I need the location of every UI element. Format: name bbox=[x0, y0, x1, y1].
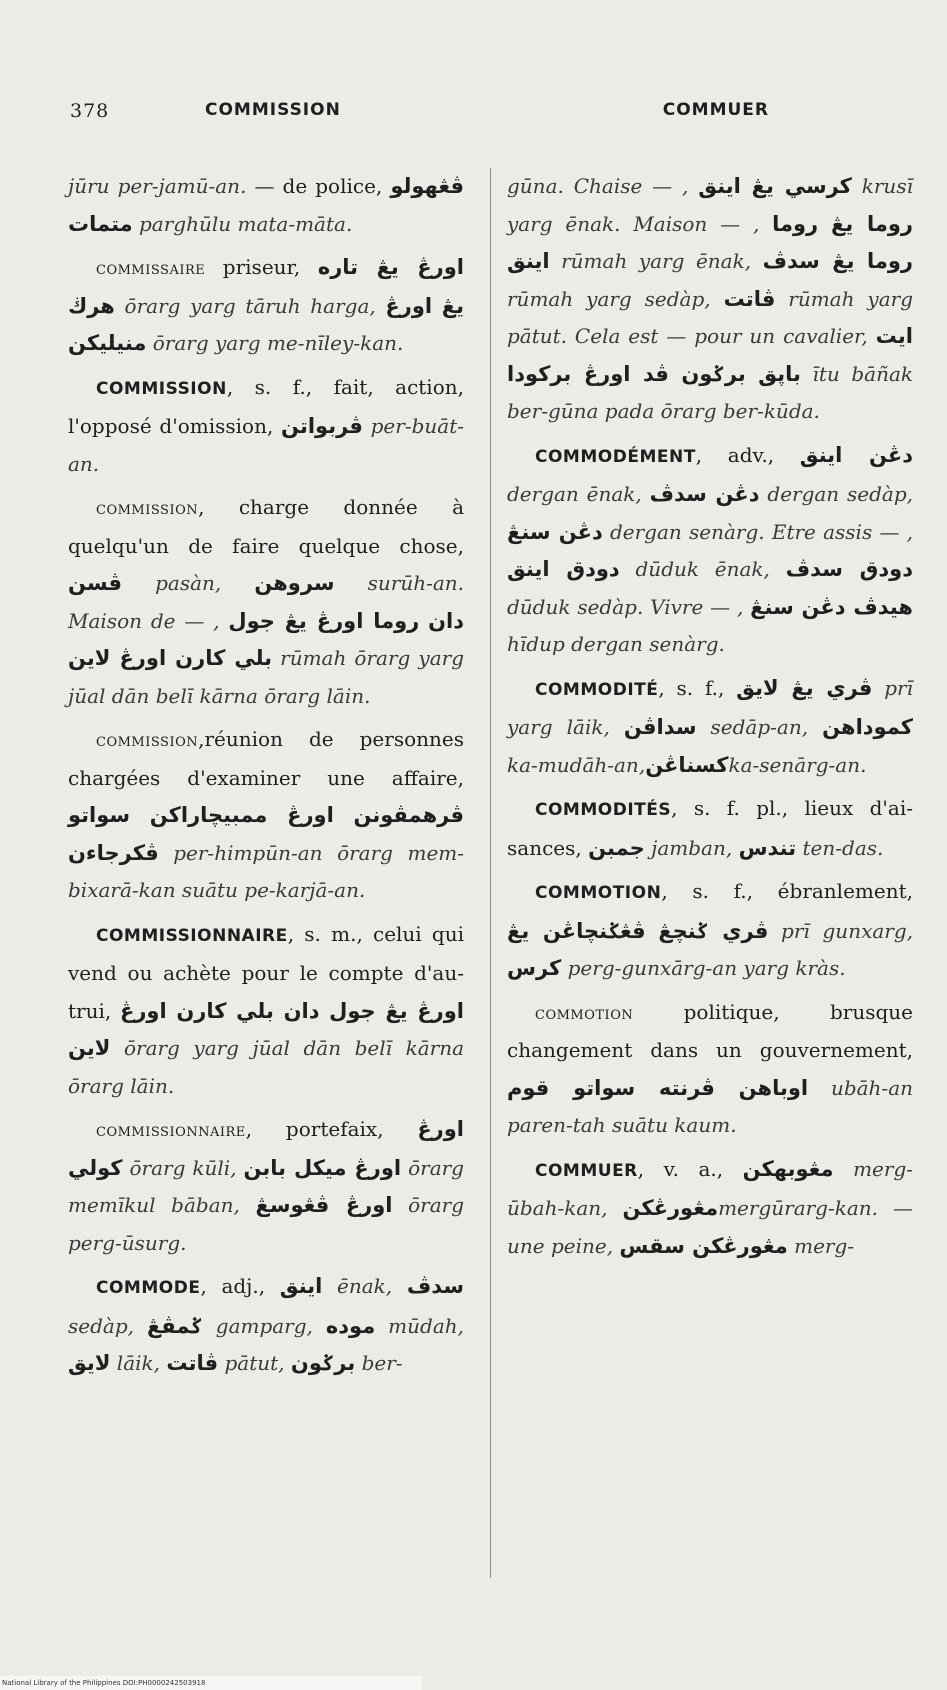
library-footer: National Library of the Philippines DOI:PH0000242503918 bbox=[0, 1676, 422, 1690]
header-left-title: COMMISSION bbox=[205, 100, 341, 120]
left-column bbox=[68, 168, 464, 1389]
entry-commodite: COMMODITÉ, s. f., ڤري يڠ لايق prī yarg lāik, سداڤن sedāp-an, كموداهن ka-mudāh-an,كسناڠنka-senārg-an. bbox=[507, 675, 914, 777]
entry-commissionnaire-portefaix: commissionnaire, portefaix, اورڠ كولي ōrarg kūli, اورڠ ميكل بابن ōrarg memīkul bāban, اورڠ ڤڠوسڠ ōrarg perg-ūsurg. bbox=[68, 1117, 465, 1255]
header-right-title: COMMUER bbox=[662, 100, 769, 120]
entry-commissaire-priseur: commissaire priseur, اورڠ يڠ تاره هرڬ ōrarg yarg tāruh harga, اورڠ يڠ منيليكن ōrarg yarg me-nīley-kan. bbox=[68, 255, 464, 355]
entry-continuation: jūru per-jamū-an. — de police, ڤڠهولو متمات parghūlu mata-māta. bbox=[68, 174, 464, 236]
column-divider bbox=[490, 168, 491, 1578]
entry-commode-continuation: gūna. Chaise — , كرسي يڠ اينق krusī yarg ēnak. Maison — , روما روما يڠ اينق rūmah yarg ēnak, روما يڠ سدڤ rūmah yarg sedàp, ڤاتت rūmah yarg pātut. Cela est — pour un cavalier, ايت باڽق برݢون ڤد اورڠ بركودا ītu bāñak ber-gūna pada ōrarg ber-kūda. bbox=[507, 174, 914, 423]
entry-commotion: COMMOTION, s. f., ébranlement, ڤڠݢنچاڠن يڠ ڤري ݢنچڠ prī gunxarg, كرس perg-gunxārg-an yarg kràs. bbox=[507, 879, 913, 980]
page-number: 378 bbox=[70, 100, 110, 122]
entry-commodites: COMMODITÉS, s. f. pl., lieux d'ai-sances, جمبن jamban, تندس ten-das. bbox=[507, 796, 913, 860]
entry-commuer: COMMUER, v. a., مڠوبهكن merg-ūbah-kan, مڠورڠكنmergūrarg-kan. — une peine, مڠورڠكن سقس merg- bbox=[507, 1156, 913, 1258]
running-header bbox=[70, 100, 769, 130]
entry-commission-charge: commission, charge donnée à quelqu'un de faire quelque chose, ڤسن pasàn, سروهن surūh-an. Maison de — , روما اورڠ يڠ جول دان بلي كارن اورڠ لاين rūmah ōrarg yarg jūal dān belī kārna ōrarg lāin. bbox=[68, 495, 465, 708]
entry-commodement: COMMODÉMENT, adv., دڠن اينق dergan ēnak, دڠن سدڤ dergan sedàp, دڠن سنڠ dergan senàrg. Etre assis — , دودق اينق dūduk ēnak, دودق سدڤ dūduk sedàp. Vivre — , هيدڤ دڠن سنڠ hīdup dergan senàrg. bbox=[507, 442, 914, 656]
right-column bbox=[507, 168, 913, 1271]
entry-commotion-politique: commotion politique, brusque changement dans un gouvernement, اوباهن ڤرنته سواتو قوم ubāh-an paren-tah suātu kaum. bbox=[507, 999, 913, 1137]
entry-commode: COMMODE, adj., اينق ēnak, سدڤ sedàp, ݢمڤڠ gamparg, موده mūdah, لايق lāik, ڤاتت pātut, برݢون ber- bbox=[68, 1274, 464, 1375]
entry-commission-reunion: commission,réunion de personnes chargées d'examiner une affaire, ڤرهمڤونن اورڠ ممبيچاراكن سواتو ڤكرجاءن per-himpūn-an ōrarg mem-bixarā-kan suātu pe-karjā-an. bbox=[68, 727, 464, 902]
entry-commissionnaire: COMMISSIONNAIRE, s. m., celui qui vend ou achète pour le compte d'au-trui, اورڠ يڠ جول دان بلي كارن اورڠ لاين ōrarg yarg jūal dān belī kārna ōrarg lāin. bbox=[68, 921, 464, 1098]
entry-commission-fait: COMMISSION, s. f., fait, action, l'opposé d'omission, ڤربواتن per-buāt-an. bbox=[68, 374, 464, 476]
